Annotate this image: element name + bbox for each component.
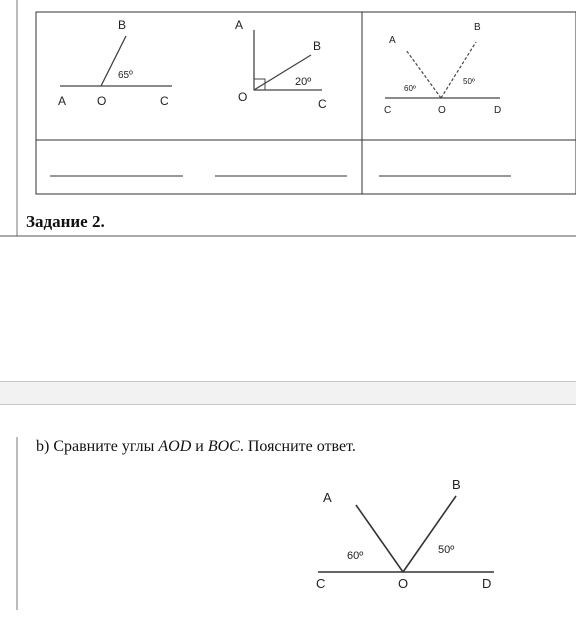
angle-left-value: 60º xyxy=(404,84,416,93)
label-A: A xyxy=(323,490,332,505)
label-C: C xyxy=(384,105,392,116)
label-B: B xyxy=(474,22,481,33)
label-C: C xyxy=(160,94,169,108)
label-A: A xyxy=(235,18,244,32)
label-C: C xyxy=(318,97,327,111)
angle-value: 65º xyxy=(118,70,133,81)
label-O: O xyxy=(97,94,107,108)
label-D: D xyxy=(494,105,502,116)
angle-right-value: 50º xyxy=(463,77,475,86)
label-B: B xyxy=(118,18,127,32)
angle-aod: AOD xyxy=(158,438,192,455)
question-conj: и xyxy=(191,438,208,455)
label-B: B xyxy=(452,477,461,492)
angle-left-value: 60º xyxy=(347,550,364,562)
label-C: C xyxy=(316,576,326,591)
label-B: B xyxy=(313,39,322,53)
label-A: A xyxy=(58,94,67,108)
angle-value: 20º xyxy=(295,76,312,88)
label-D: D xyxy=(482,576,492,591)
task-2-title: Задание 2. xyxy=(26,212,105,231)
label-O: O xyxy=(438,105,446,116)
label-O: O xyxy=(398,576,409,591)
angle-right-value: 50º xyxy=(438,544,455,556)
angle-boc: BOC xyxy=(207,438,240,455)
label-A: A xyxy=(389,35,396,46)
question-suffix: . Поясните ответ. xyxy=(239,438,356,455)
question-prefix: b) Сравните углы xyxy=(36,438,159,455)
label-O: O xyxy=(238,90,248,104)
ray-ob xyxy=(403,496,456,572)
